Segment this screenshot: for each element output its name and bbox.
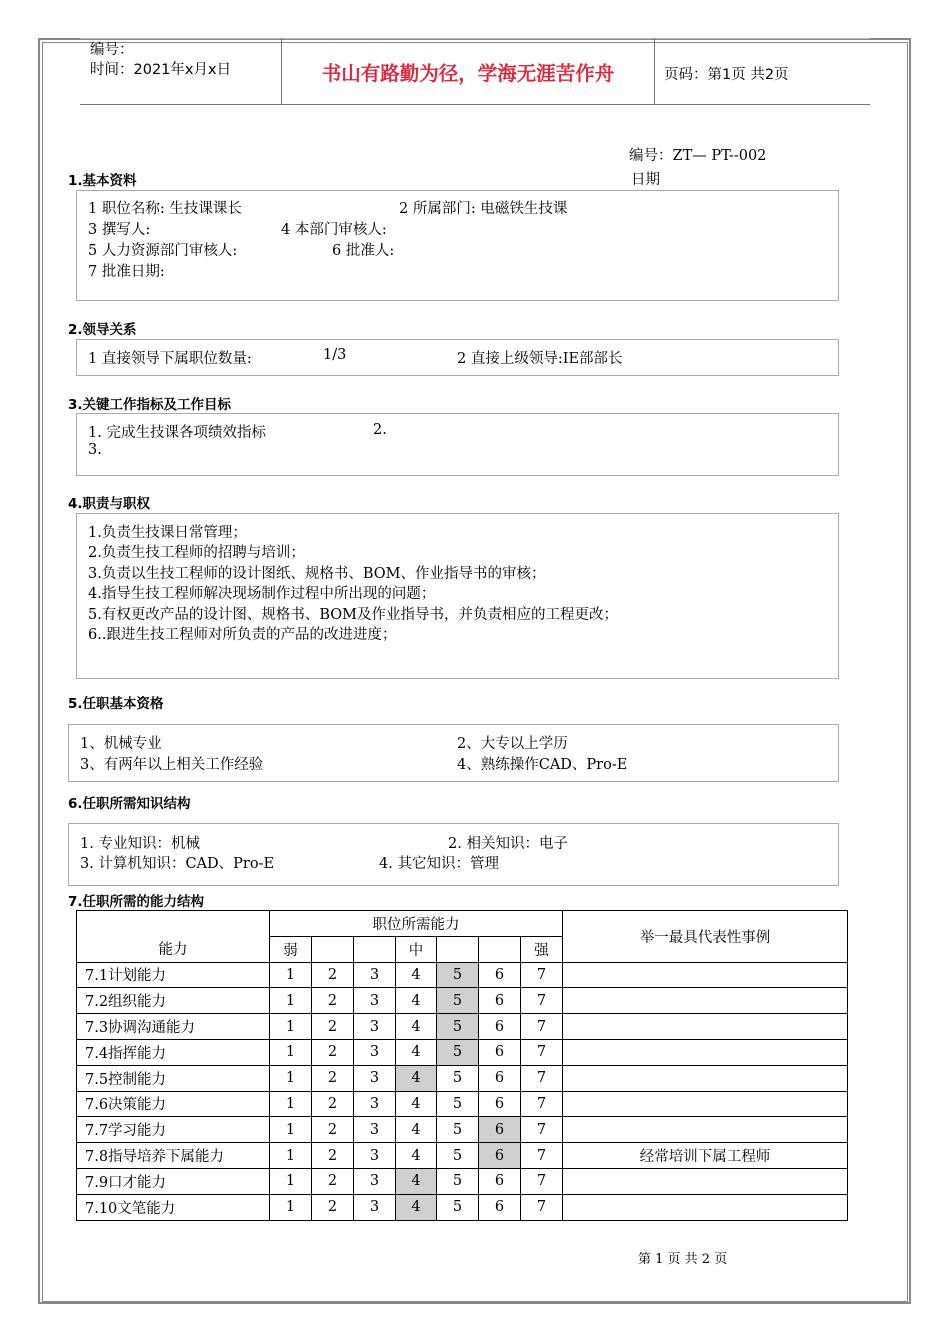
ability-level-cell: 4: [396, 1194, 437, 1220]
ability-level-cell: 1: [270, 1091, 312, 1117]
kpi-item-2: 2.: [373, 422, 387, 438]
dept-reviewer-field: 4 本部门审核人:: [281, 222, 387, 238]
ability-level-cell: 2: [312, 1039, 354, 1065]
section-7-title: 7.任职所需的能力结构: [68, 894, 205, 910]
ability-example: [563, 1091, 848, 1117]
ability-example: [563, 1065, 848, 1091]
ability-level-cell: 7: [521, 1117, 563, 1143]
ability-level-cell: 7: [521, 962, 563, 988]
ability-row: [77, 1065, 848, 1091]
ability-level-cell: 4: [396, 962, 437, 988]
knowledge-item: 1. 专业知识：机械: [80, 836, 200, 852]
superior-field: 2 直接上级领导:IE部部长: [457, 351, 623, 367]
ability-level-cell: 2: [312, 1117, 354, 1143]
ability-level-cell: 1: [270, 988, 312, 1014]
ability-level-cell: 4: [396, 1065, 437, 1091]
document-date-label: 日期: [631, 172, 660, 188]
ability-level-cell: 3: [354, 962, 396, 988]
ability-level-cell: 5: [437, 1065, 479, 1091]
header-page-info: 页码：第1页 共2页: [664, 67, 789, 83]
ability-level-cell: 6: [479, 1091, 521, 1117]
ability-level-cell: 7: [521, 1168, 563, 1194]
ability-level-cell: 4: [396, 1143, 437, 1169]
ability-level-cell: 2: [312, 1065, 354, 1091]
ability-level-cell: 1: [270, 962, 312, 988]
section-4-box: [76, 513, 839, 679]
ability-name: 7.5控制能力: [77, 1065, 270, 1091]
ability-level-cell: 6: [479, 1143, 521, 1169]
required-ability-header: 职位所需能力: [270, 911, 563, 937]
ability-row: [77, 962, 848, 988]
ability-level-cell: 4: [396, 1117, 437, 1143]
duty-item: 6..跟进生技工程师对所负责的产品的改进进度；: [88, 627, 397, 643]
subordinates-value: 1/3: [323, 347, 347, 363]
ability-level-cell: 7: [521, 988, 563, 1014]
ability-level-cell: 1: [270, 1065, 312, 1091]
ability-level-cell: 6: [479, 1194, 521, 1220]
approve-date-field: 7 批准日期:: [88, 264, 165, 280]
subordinates-label: 1 直接领导下属职位数量:: [88, 351, 252, 367]
ability-level-cell: 4: [396, 1014, 437, 1040]
section-5-box: [68, 724, 839, 782]
ability-level-cell: 1: [270, 1143, 312, 1169]
ability-level-cell: 5: [437, 1091, 479, 1117]
ability-name: 7.8指导培养下属能力: [77, 1143, 270, 1169]
ability-level-cell: 6: [479, 988, 521, 1014]
ability-level-cell: 6: [479, 962, 521, 988]
ability-level-cell: 2: [312, 962, 354, 988]
ability-level-cell: 2: [312, 1194, 354, 1220]
scale-weak-label: 弱: [270, 936, 312, 962]
ability-level-cell: 7: [521, 1014, 563, 1040]
section-2-title: 2.领导关系: [68, 322, 137, 338]
section-5-title: 5.任职基本资格: [68, 696, 164, 712]
page-footer: 第 1 页 共 2 页: [638, 1252, 728, 1267]
section-6-box: [68, 823, 839, 886]
ability-row: [77, 1194, 848, 1220]
section-1-title: 1.基本资料: [68, 173, 137, 189]
section-6-title: 6.任职所需知识结构: [68, 796, 191, 812]
knowledge-item: 4. 其它知识：管理: [379, 856, 499, 872]
ability-level-cell: 4: [396, 1091, 437, 1117]
ability-name: 7.10文笔能力: [77, 1194, 270, 1220]
ability-row: [77, 1039, 848, 1065]
section-4-title: 4.职责与职权: [68, 496, 151, 512]
ability-name: 7.7学习能力: [77, 1117, 270, 1143]
header-motto: 书山有路勤为径，学海无涯苦作舟: [321, 62, 615, 85]
header-divider: [654, 38, 655, 105]
qualification-item: 1、机械专业: [80, 736, 162, 752]
document-number: 编号：ZT— PT--002: [629, 148, 767, 164]
ability-level-cell: 2: [312, 1091, 354, 1117]
ability-level-cell: 5: [437, 1143, 479, 1169]
ability-level-cell: 7: [521, 1143, 563, 1169]
duty-item: 4.指导生技工程师解决现场制作过程中所出现的问题；: [88, 586, 436, 602]
ability-level-cell: 3: [354, 1194, 396, 1220]
ability-table: [76, 910, 848, 1221]
header-top-line: [80, 38, 870, 39]
qualification-item: 4、熟练操作CAD、Pro-E: [457, 757, 628, 773]
ability-level-cell: 6: [479, 1117, 521, 1143]
ability-level-cell: 3: [354, 1117, 396, 1143]
ability-level-cell: 7: [521, 1091, 563, 1117]
ability-example: [563, 962, 848, 988]
knowledge-item: 3. 计算机知识：CAD、Pro-E: [80, 856, 275, 872]
ability-level-cell: 1: [270, 1194, 312, 1220]
ability-example: [563, 1168, 848, 1194]
ability-level-cell: 2: [312, 1143, 354, 1169]
ability-example: [563, 1117, 848, 1143]
ability-level-cell: 7: [521, 1065, 563, 1091]
ability-row: [77, 1091, 848, 1117]
duty-item: 1.负责生技课日常管理；: [88, 525, 247, 541]
ability-row: [77, 1143, 848, 1169]
ability-level-cell: 7: [521, 1039, 563, 1065]
qualification-item: 2、大专以上学历: [457, 736, 568, 752]
position-name-field: 1 职位名称: 生技课课长: [88, 201, 242, 217]
ability-level-cell: 6: [479, 1168, 521, 1194]
ability-level-cell: 3: [354, 1091, 396, 1117]
ability-row: [77, 1014, 848, 1040]
hr-reviewer-field: 5 人力资源部门审核人:: [88, 243, 238, 259]
knowledge-item: 2. 相关知识：电子: [448, 836, 568, 852]
ability-name: 7.2组织能力: [77, 988, 270, 1014]
ability-name: 7.3协调沟通能力: [77, 1014, 270, 1040]
ability-level-cell: 3: [354, 1168, 396, 1194]
duty-item: 5.有权更改产品的设计图、规格书、BOM及作业指导书，并负责相应的工程更改；: [88, 607, 618, 623]
kpi-item-1: 1. 完成生技课各项绩效指标: [88, 425, 266, 441]
ability-level-cell: 4: [396, 1168, 437, 1194]
ability-level-cell: 7: [521, 1194, 563, 1220]
ability-level-cell: 1: [270, 1014, 312, 1040]
ability-level-cell: 4: [396, 988, 437, 1014]
kpi-item-3: 3.: [88, 442, 102, 458]
example-header: 举一最具代表性事例: [563, 911, 848, 963]
ability-level-cell: 1: [270, 1168, 312, 1194]
header-time-label: 时间：2021年x月x日: [90, 62, 232, 78]
ability-example: [563, 1039, 848, 1065]
qualification-item: 3、有两年以上相关工作经验: [80, 757, 264, 773]
ability-level-cell: 5: [437, 988, 479, 1014]
ability-level-cell: 2: [312, 1014, 354, 1040]
ability-level-cell: 5: [437, 1039, 479, 1065]
ability-name: 7.1计划能力: [77, 962, 270, 988]
ability-name: 7.9口才能力: [77, 1168, 270, 1194]
duty-item: 2.负责生技工程师的招聘与培训；: [88, 545, 305, 561]
ability-level-cell: 5: [437, 962, 479, 988]
ability-header: 能力: [77, 911, 270, 963]
ability-level-cell: 1: [270, 1117, 312, 1143]
ability-level-cell: 6: [479, 1039, 521, 1065]
section-3-box: [76, 413, 839, 476]
scale-strong-label: 强: [521, 936, 563, 962]
ability-level-cell: 5: [437, 1194, 479, 1220]
duty-item: 3.负责以生技工程师的设计图纸、规格书、BOM、作业指导书的审核；: [88, 566, 546, 582]
section-1-box: [76, 190, 839, 301]
ability-level-cell: 5: [437, 1168, 479, 1194]
scale-mid-label: 中: [396, 936, 437, 962]
department-field: 2 所属部门: 电磁铁生技课: [399, 201, 568, 217]
ability-level-cell: 3: [354, 1014, 396, 1040]
ability-example: [563, 1194, 848, 1220]
writer-field: 3 撰写人:: [88, 222, 151, 238]
ability-level-cell: 3: [354, 1065, 396, 1091]
ability-row: [77, 988, 848, 1014]
ability-example: 经常培训下属工程师: [563, 1143, 848, 1169]
header-bottom-line: [80, 104, 870, 105]
ability-level-cell: 3: [354, 1143, 396, 1169]
ability-name: 7.6决策能力: [77, 1091, 270, 1117]
ability-level-cell: 4: [396, 1039, 437, 1065]
ability-level-cell: 2: [312, 988, 354, 1014]
ability-level-cell: 5: [437, 1117, 479, 1143]
section-3-title: 3.关键工作指标及工作目标: [68, 397, 232, 413]
ability-level-cell: 5: [437, 1014, 479, 1040]
ability-level-cell: 1: [270, 1039, 312, 1065]
ability-row: [77, 1117, 848, 1143]
ability-example: [563, 988, 848, 1014]
ability-example: [563, 1014, 848, 1040]
ability-level-cell: 3: [354, 1039, 396, 1065]
ability-level-cell: 6: [479, 1014, 521, 1040]
ability-level-cell: 6: [479, 1065, 521, 1091]
ability-level-cell: 2: [312, 1168, 354, 1194]
approver-field: 6 批准人:: [332, 243, 395, 259]
header-number-label: 编号：: [90, 42, 134, 58]
header-left: [90, 40, 231, 80]
ability-name: 7.4指挥能力: [77, 1039, 270, 1065]
ability-level-cell: 3: [354, 988, 396, 1014]
ability-row: [77, 1168, 848, 1194]
section-2-box: [76, 339, 839, 376]
